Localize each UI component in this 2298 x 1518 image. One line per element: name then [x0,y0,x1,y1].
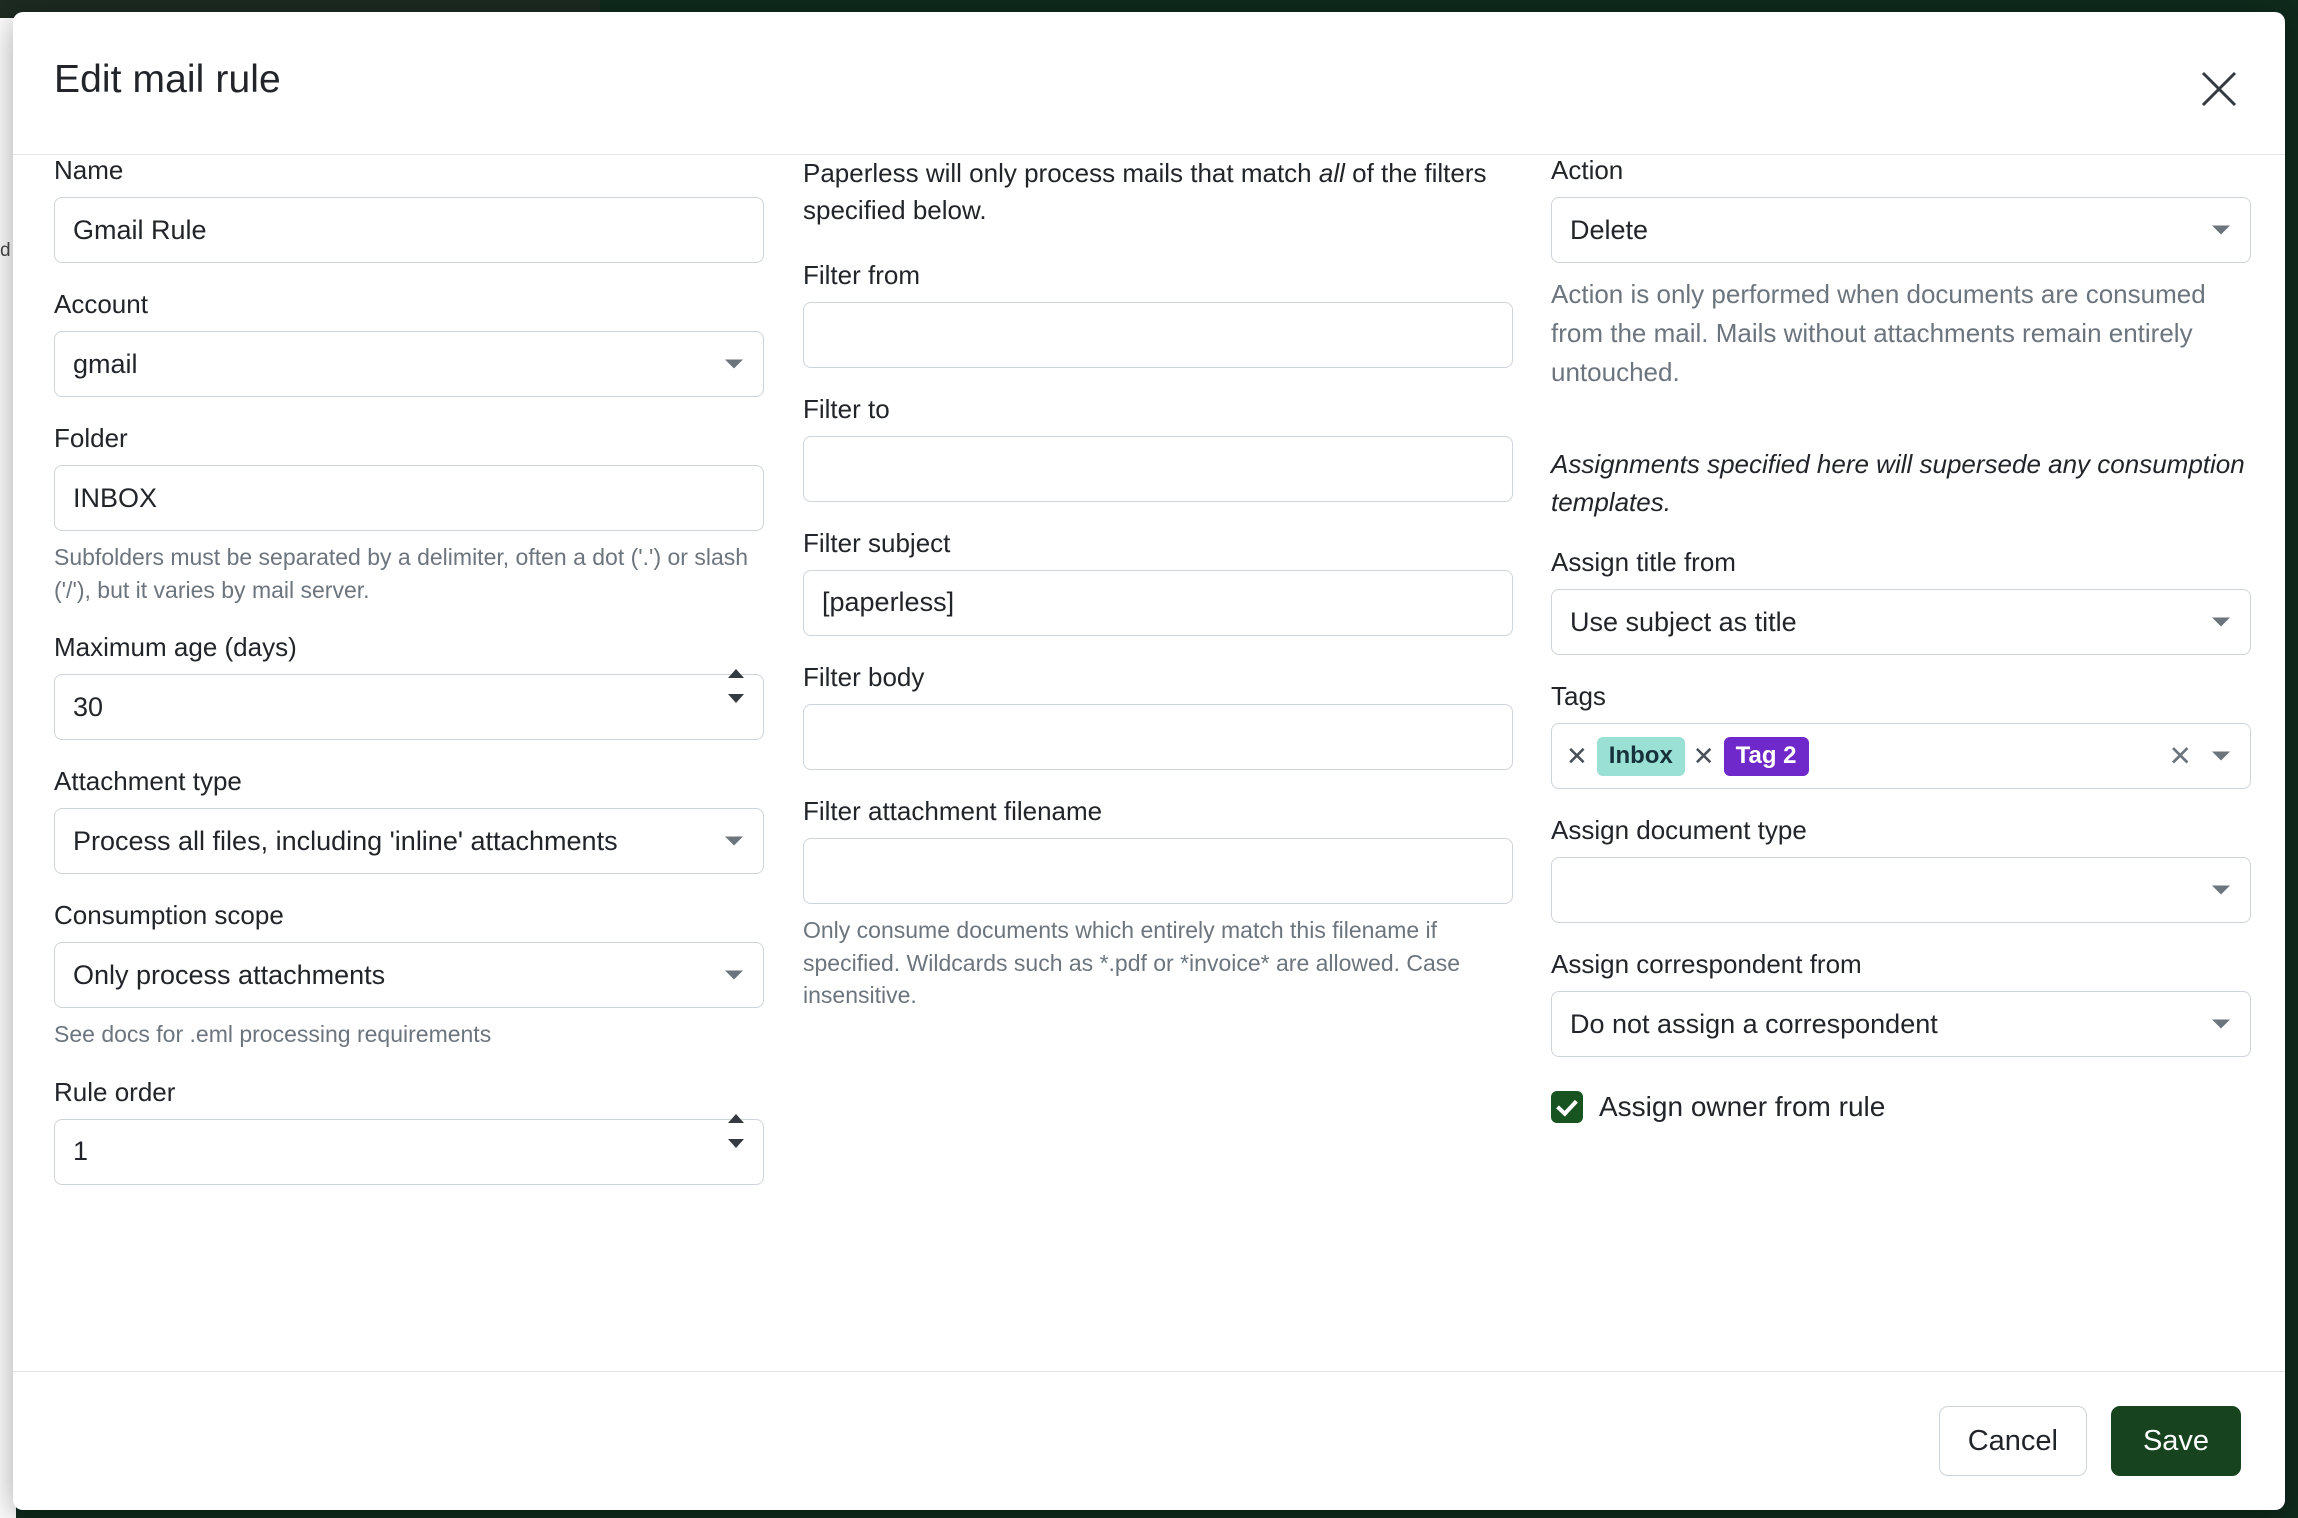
filters-intro-emphasis: all [1318,158,1345,188]
tag-label: Inbox [1597,737,1685,775]
backdrop-left-label: d [0,240,11,261]
close-icon[interactable] [2197,67,2241,111]
field-tags [1551,681,2251,789]
filters-intro-after: of the filters specified below. [803,158,1487,226]
field-filter-subject [803,528,1513,636]
field-filter-from [803,260,1513,368]
tag-label: Tag 2 [1724,737,1809,775]
stepper-down-icon[interactable] [728,694,744,703]
tags-input[interactable] [1551,723,2251,789]
field-filter-to [803,394,1513,502]
account-label: Account [54,289,148,319]
filter-body-label: Filter body [803,661,925,692]
name-input[interactable]: Gmail Rule [54,197,764,263]
assign-owner-from-rule-checkbox[interactable] [1551,1091,1583,1123]
attachment-type-value: Process all files, including 'inline' attachments [73,825,618,856]
assign-correspondent-from-select[interactable] [1551,991,2251,1057]
action-select[interactable] [1551,197,2251,263]
filter-subject-input[interactable]: [paperless] [803,570,1513,636]
right-column [1551,155,2251,1123]
folder-input[interactable]: INBOX [54,465,764,531]
field-action [1551,155,2251,392]
chevron-down-icon [2212,752,2230,761]
tags-label: Tags [1551,681,1606,712]
dialog-body [13,155,2285,1370]
account-select[interactable] [54,331,764,397]
remove-tag-icon[interactable]: ✕ [1692,741,1715,772]
maximum-age-stepper[interactable] [726,669,746,703]
action-label: Action [1551,155,1624,185]
chevron-down-icon [2212,886,2230,895]
tag-chip [1693,737,1809,775]
action-value: Delete [1570,214,1649,245]
field-assign-document-type [1551,815,2251,923]
stepper-up-icon[interactable] [728,1114,744,1123]
middle-column [803,155,1513,1038]
chevron-down-icon [725,360,743,369]
chevron-down-icon [2212,618,2230,627]
assign-correspondent-from-value: Do not assign a correspondent [1570,1008,1938,1039]
maximum-age-label: Maximum age (days) [54,632,297,663]
consumption-scope-value: Only process attachments [73,959,386,990]
field-name [54,155,764,263]
assign-document-type-select[interactable] [1551,857,2251,923]
folder-help: Subfolders must be separated by a delimiter, often a dot ('.') or slash ('/'), but it varies by mail server. [54,544,749,603]
filter-body-input[interactable] [803,704,1513,770]
assignments-note: Assignments specified here will supersede any consumption templates. [1551,449,2245,517]
chevron-down-icon [725,837,743,846]
field-assign-correspondent-from [1551,949,2251,1057]
rule-order-stepper[interactable] [726,1114,746,1148]
filter-attachment-filename-input[interactable] [803,838,1513,904]
chevron-down-icon [725,971,743,980]
clear-tags-icon[interactable]: ✕ [2168,740,2192,772]
field-account [54,289,764,397]
dialog-header [13,12,2285,155]
maximum-age-value: 30 [73,691,104,722]
attachment-type-label: Attachment type [54,766,242,797]
rule-order-value: 1 [73,1136,89,1167]
consumption-scope-label: Consumption scope [54,900,284,931]
filters-intro-before: Paperless will only process mails that match [803,158,1319,188]
field-assign-owner-from-rule [1551,1091,2251,1123]
filter-to-label: Filter to [803,393,890,424]
folder-label: Folder [54,423,128,453]
dialog-title: Edit mail rule [54,58,281,101]
filter-to-input[interactable] [803,436,1513,502]
assign-title-from-select[interactable] [1551,589,2251,655]
rule-order-label: Rule order [54,1076,176,1107]
name-label: Name [54,155,124,185]
chevron-down-icon [2212,226,2230,235]
filter-attachment-filename-help: Only consume documents which entirely match this filename if specified. Wildcards such as *.pdf or *invoice* are allowed. Case insensitive. [803,916,1461,1009]
field-maximum-age [54,632,764,740]
assign-correspondent-from-label: Assign correspondent from [1551,949,1862,980]
maximum-age-input[interactable] [54,674,764,740]
field-attachment-type [54,766,764,874]
consumption-scope-help: See docs for .eml processing requirements [54,1021,492,1048]
assign-document-type-label: Assign document type [1551,815,1807,846]
filter-from-input[interactable] [803,302,1513,368]
action-help: Action is only performed when documents are consumed from the mail. Mails without attachments remain entirely untouched. [1551,279,2206,387]
cancel-button[interactable]: Cancel [1939,1406,2087,1476]
filters-intro [803,155,1513,230]
dialog-footer [13,1371,2285,1510]
account-value: gmail [73,348,138,379]
filter-subject-label: Filter subject [803,527,951,558]
field-rule-order [54,1077,764,1185]
assign-title-from-value: Use subject as title [1570,606,1797,637]
edit-mail-rule-dialog [13,12,2285,1510]
field-filter-attachment-filename [803,796,1513,1012]
assign-title-from-label: Assign title from [1551,547,1736,578]
tag-chip [1566,737,1685,775]
filter-attachment-filename-label: Filter attachment filename [803,795,1103,826]
field-folder [54,423,764,606]
rule-order-input[interactable] [54,1119,764,1185]
field-filter-body [803,662,1513,770]
filter-from-label: Filter from [803,259,920,290]
left-column [54,155,764,1211]
remove-tag-icon[interactable]: ✕ [1566,741,1588,772]
assign-owner-from-rule-label: Assign owner from rule [1599,1091,1886,1123]
field-assign-title-from [1551,547,2251,655]
chevron-down-icon [2212,1020,2230,1029]
stepper-down-icon[interactable] [728,1139,744,1148]
stepper-up-icon[interactable] [728,669,744,678]
attachment-type-select[interactable] [54,808,764,874]
consumption-scope-select[interactable] [54,942,764,1008]
field-consumption-scope [54,900,764,1051]
save-button[interactable]: Save [2111,1406,2241,1476]
